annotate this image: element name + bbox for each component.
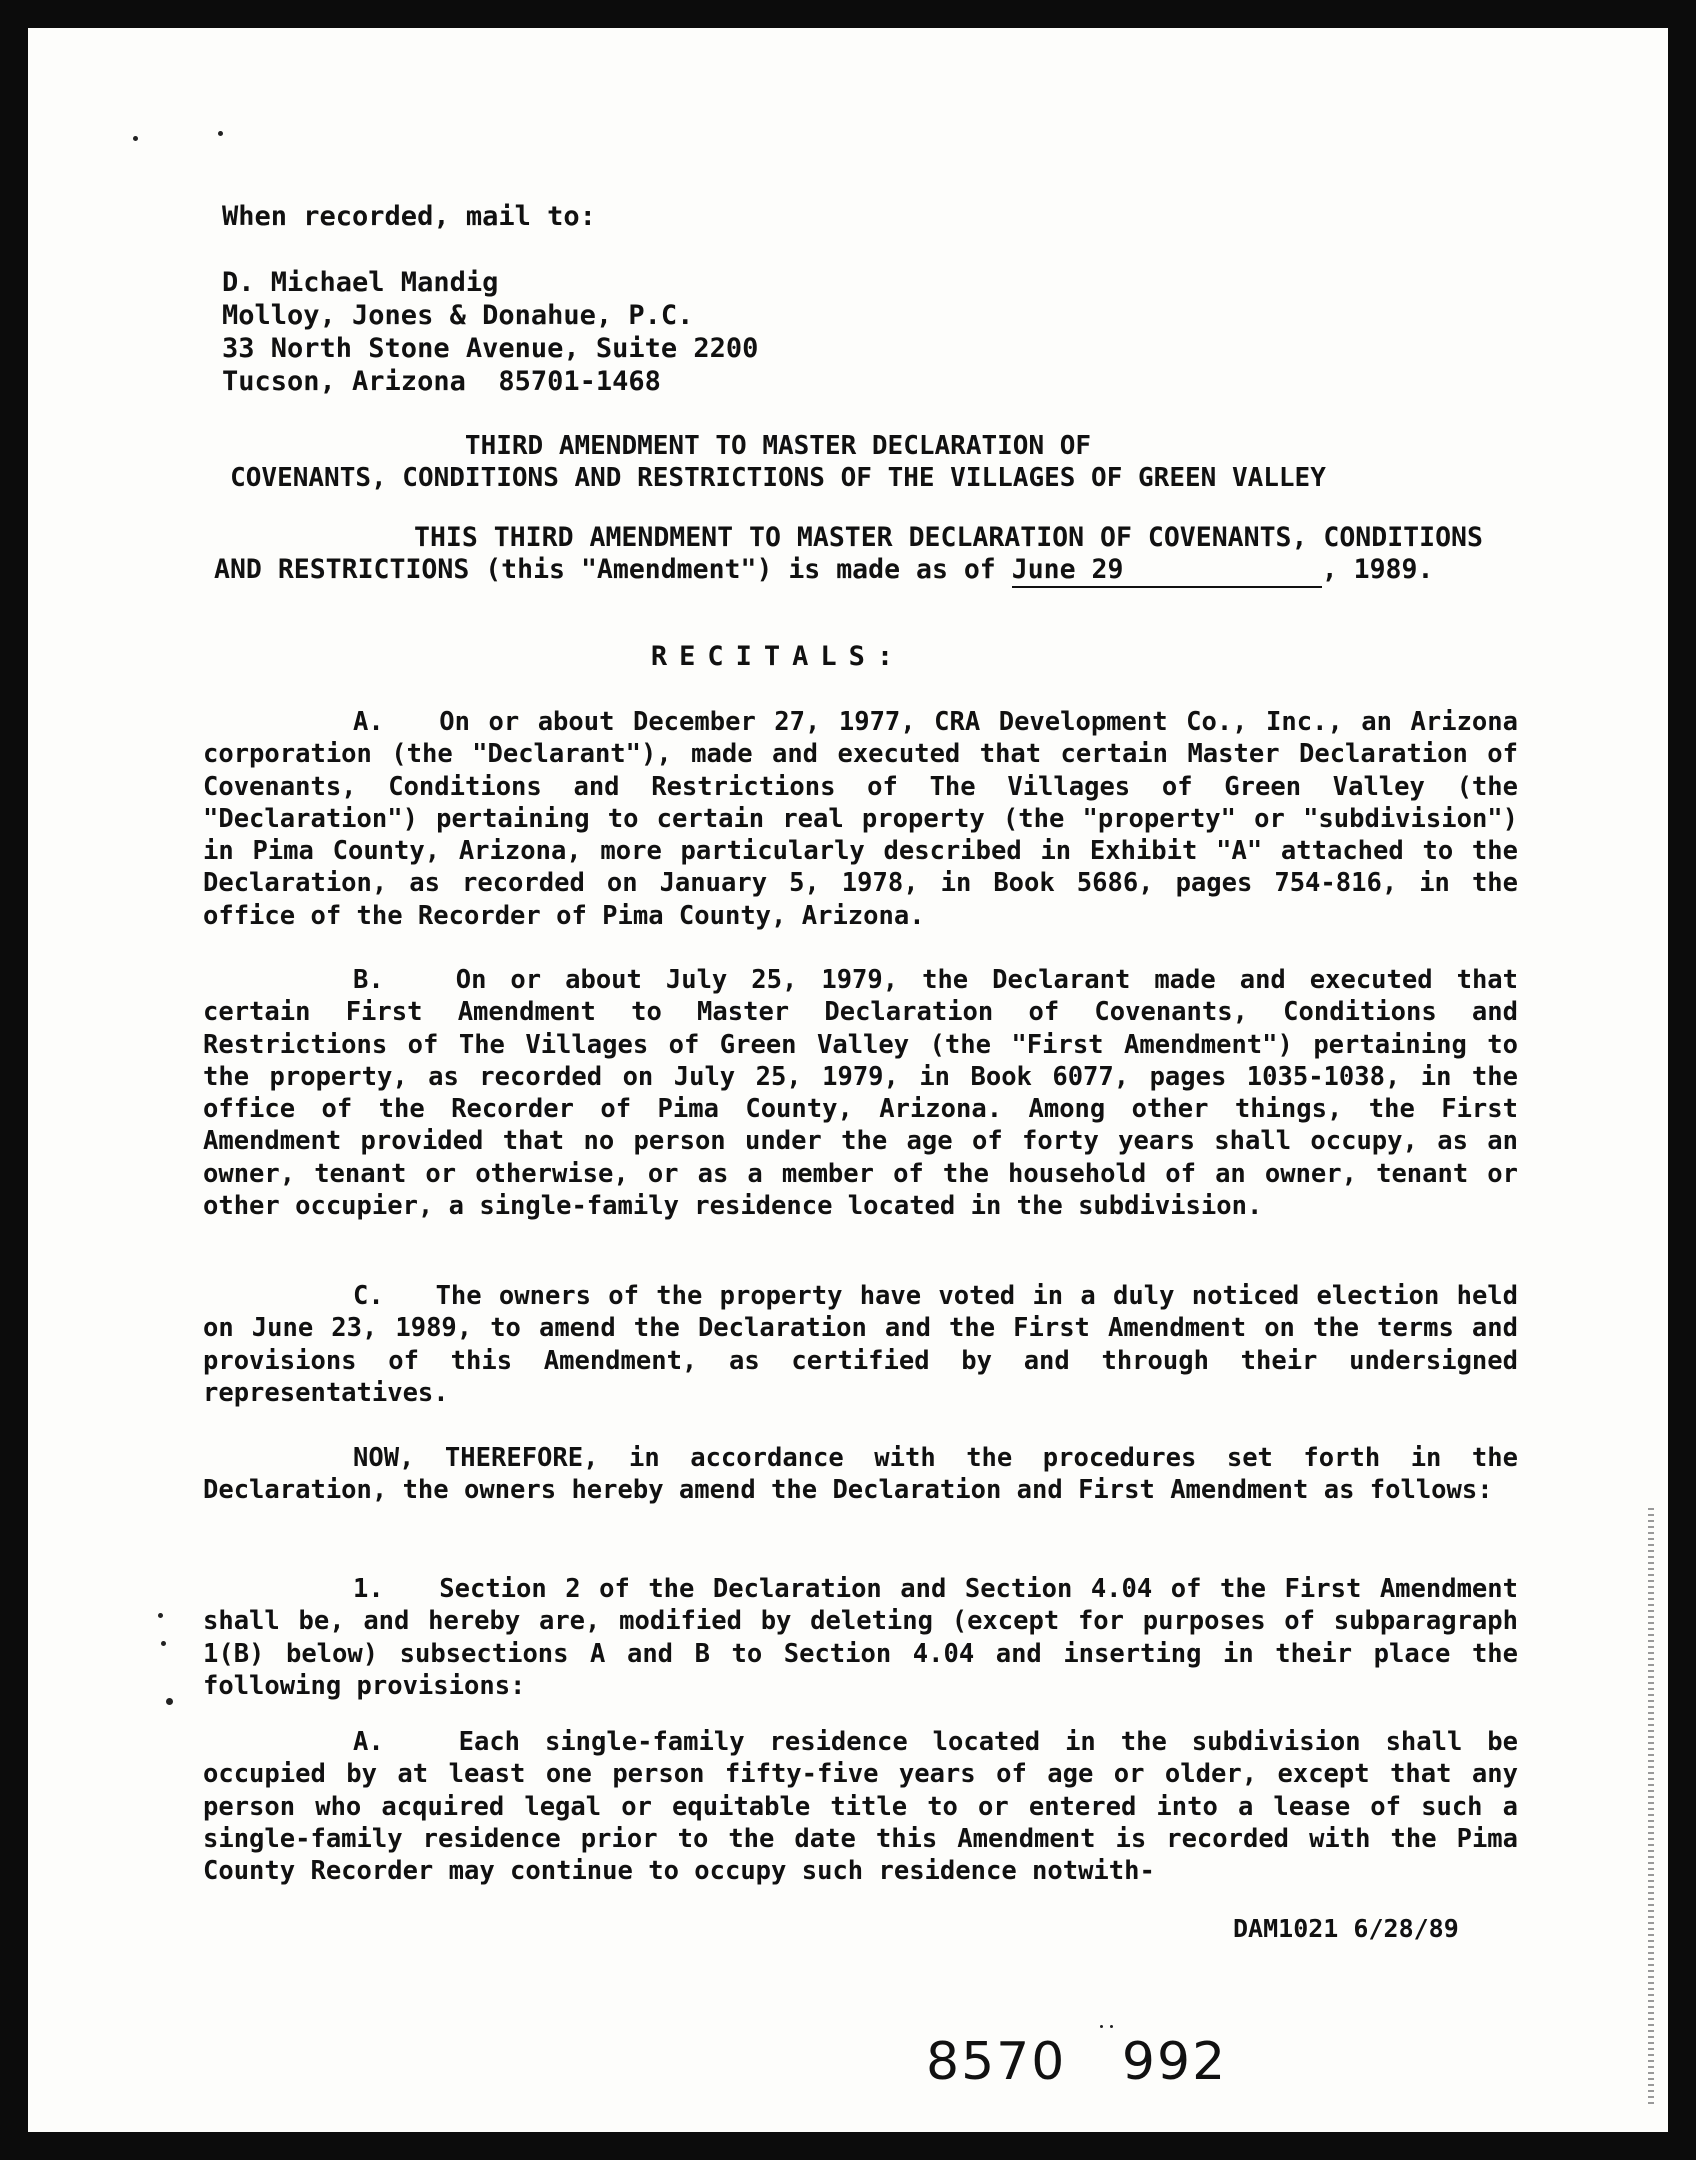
scan-speck bbox=[166, 1698, 173, 1705]
title-line-2: COVENANTS, CONDITIONS AND RESTRICTIONS OF THE VILLAGES OF GREEN VALLEY bbox=[230, 463, 1326, 493]
recital-c bbox=[203, 1280, 1518, 1409]
date-blank bbox=[1012, 554, 1322, 588]
intro-line-2 bbox=[214, 554, 1514, 588]
recitals-heading: RECITALS: bbox=[650, 641, 906, 672]
recital-b bbox=[203, 964, 1518, 1222]
mailing-line: Tucson, Arizona 85701-1468 bbox=[222, 366, 661, 397]
mailing-heading: When recorded, mail to: bbox=[222, 201, 596, 232]
intro-year: , 1989. bbox=[1321, 554, 1434, 585]
scan-speck bbox=[158, 1613, 163, 1618]
mailing-address bbox=[222, 200, 758, 398]
subsection-label: A. bbox=[353, 1727, 384, 1757]
recital-a bbox=[203, 706, 1518, 932]
scan-speck bbox=[1110, 2025, 1113, 2028]
intro-text: AND RESTRICTIONS (this "Amendment") is made as of bbox=[214, 554, 996, 585]
scan-speck bbox=[161, 1641, 166, 1646]
recital-text: On or about December 27, 1977, CRA Development Co., Inc., an Arizona corporation (the "Declarant"), made and executed that certain Master Declaration of Covenants, Conditions and Restrictions of The Villages of Green Valley (the "Declaration") pertaining to certain real property (the "property" or "subdivision") in Pima County, Arizona, more particularly described in Exhibit "A" attached to the Declaration, as recorded on January 5, 1978, in Book 5686, pages 754-816, in the office of the Recorder of Pima County, Arizona. bbox=[203, 707, 1518, 931]
recital-label: B. bbox=[353, 965, 384, 995]
now-text: in accordance with the procedures set forth in the Declaration, the owners hereby amend the Declaration and First Amendment as follows: bbox=[203, 1443, 1518, 1506]
intro-paragraph bbox=[214, 522, 1514, 588]
intro-date: June 29 bbox=[1011, 554, 1124, 585]
now-therefore-paragraph bbox=[203, 1442, 1518, 1507]
document-title bbox=[178, 430, 1378, 494]
section-text: Section 2 of the Declaration and Section 4.04 of the First Amendment shall be, and hereby are, modified by deleting (except for purposes of subparagraph 1(B) below) subsections A and B to Section 4.04 and inserting in their place the following provisions: bbox=[203, 1574, 1518, 1701]
scan-speck bbox=[1100, 2025, 1103, 2028]
mailing-line: D. Michael Mandig bbox=[222, 267, 499, 298]
recital-label: C. bbox=[353, 1281, 384, 1311]
document-page bbox=[28, 28, 1668, 2132]
now-label: NOW, THEREFORE, bbox=[353, 1443, 599, 1473]
mailing-line: 33 North Stone Avenue, Suite 2200 bbox=[222, 333, 759, 364]
title-line-1: THIRD AMENDMENT TO MASTER DECLARATION OF bbox=[464, 431, 1092, 461]
scan-speck bbox=[218, 131, 223, 136]
recital-label: A. bbox=[353, 707, 384, 737]
recital-text: On or about July 25, 1979, the Declarant made and executed that certain First Amendment to Master Declaration of Covenants, Conditions and Restrictions of The Villages of Green Valley (the "First Amendment") pertaining to the property, as recorded on July 25, 1979, in Book 6077, pages 1035-1038, in the office of the Recorder of Pima County, Arizona. Among other things, the First Amendment provided that no person under the age of forty years shall occupy, as an owner, tenant or otherwise, or as a member of the household of an owner, tenant or other occupier, a single-family residence located in the subdivision. bbox=[203, 965, 1518, 1222]
section-label: 1. bbox=[353, 1574, 384, 1604]
recital-text: The owners of the property have voted in a duly noticed election held on June 23, 1989, to amend the Declaration and the First Amendment on the terms and provisions of this Amendment, as certified by and through their undersigned representatives. bbox=[203, 1281, 1518, 1408]
scan-edge-noise bbox=[1648, 1508, 1654, 2108]
section-1 bbox=[203, 1573, 1518, 1702]
document-code: DAM1021 6/28/89 bbox=[1233, 1914, 1459, 1943]
scan-speck bbox=[133, 136, 138, 141]
page-number: 8570 992 bbox=[926, 2032, 1228, 2092]
subsection-text: Each single-family residence located in the subdivision shall be occupied by at least one person fifty-five years of age or older, except that any person who acquired legal or equitable title to or entered into a lease of such a single-family residence prior to the date this Amendment is recorded with the Pima County Recorder may continue to occupy such residence notwith- bbox=[203, 1727, 1519, 1887]
section-1a bbox=[203, 1726, 1518, 1887]
mailing-line: Molloy, Jones & Donahue, P.C. bbox=[222, 300, 694, 331]
intro-line-1: THIS THIRD AMENDMENT TO MASTER DECLARATION OF COVENANTS, CONDITIONS bbox=[414, 522, 1483, 553]
